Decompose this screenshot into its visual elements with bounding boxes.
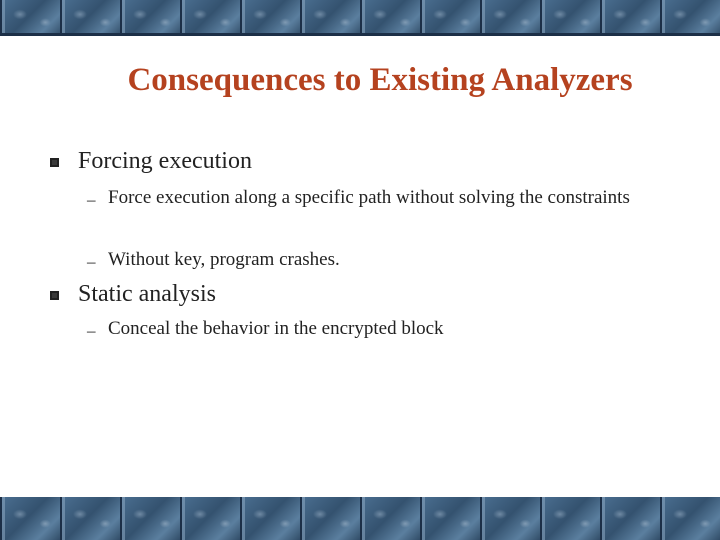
band-tile bbox=[600, 497, 662, 540]
band-tile bbox=[60, 497, 122, 540]
band-tile bbox=[360, 497, 422, 540]
bullet-text: Forcing execution bbox=[78, 148, 252, 174]
sub-bullet-text: Force execution along a specific path without solving the constraints bbox=[108, 187, 630, 208]
band-tile bbox=[660, 497, 720, 540]
band-tile bbox=[180, 497, 242, 540]
dash-marker: – bbox=[87, 190, 96, 209]
bullet-text: Static analysis bbox=[78, 281, 216, 307]
band-tile bbox=[240, 497, 302, 540]
band-tile bbox=[480, 497, 542, 540]
band-tile bbox=[420, 497, 482, 540]
sub-bullet-text: Conceal the behavior in the encrypted block bbox=[108, 318, 444, 339]
bottom-decorative-band bbox=[0, 497, 720, 540]
dash-marker: – bbox=[87, 252, 96, 271]
square-bullet-icon bbox=[50, 158, 59, 167]
square-bullet-icon bbox=[50, 291, 59, 300]
band-tile bbox=[120, 497, 182, 540]
slide-title: Consequences to Existing Analyzers bbox=[127, 62, 633, 98]
sub-bullet-text: Without key, program crashes. bbox=[108, 249, 340, 270]
band-tile bbox=[300, 497, 362, 540]
dash-marker: – bbox=[87, 321, 96, 340]
band-tile bbox=[0, 497, 62, 540]
band-tile bbox=[540, 497, 602, 540]
